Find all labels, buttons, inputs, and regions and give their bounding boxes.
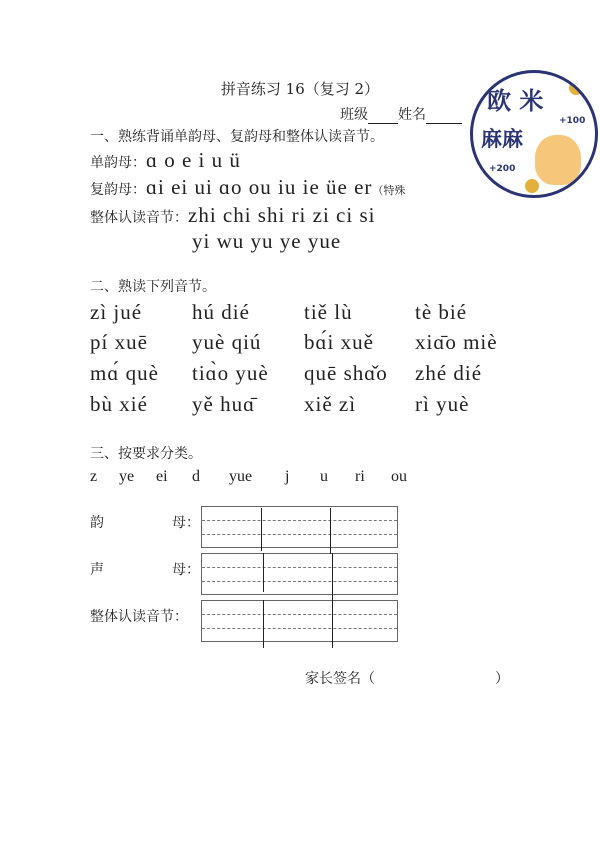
- stamp-line1: 欧 米: [487, 87, 544, 115]
- category-label-initials: 声 母：: [90, 562, 200, 578]
- section3-heading: 三、按要求分类。: [90, 446, 202, 462]
- divider: [261, 508, 262, 551]
- page-title: 拼音练习 16（复习 2）: [220, 80, 380, 98]
- simple-finals: ɑ o e i u ü: [146, 148, 241, 172]
- stamp-badge1: +100: [559, 116, 586, 126]
- compound-note: （特殊: [372, 184, 406, 197]
- parent-signature-field[interactable]: [380, 668, 490, 686]
- syllable-word: zhé dié: [415, 361, 483, 385]
- section2-heading: 二、熟读下列音节。: [90, 279, 216, 295]
- signature-close: ）: [495, 671, 509, 687]
- category-label-whole: 整体认读音节：: [90, 609, 188, 625]
- syllable-word: yuè qiú: [192, 330, 262, 354]
- compound-finals: ɑi ei ui ɑo ou iu ie üe er: [146, 175, 373, 199]
- classify-item: z: [90, 468, 98, 485]
- class-blank[interactable]: [368, 111, 398, 124]
- stamp-badge2: +200: [489, 164, 516, 174]
- classify-item: j: [285, 468, 290, 485]
- classify-item: yue: [229, 468, 253, 485]
- classify-item: d: [192, 468, 200, 485]
- syllable-word: xiě zì: [304, 392, 357, 416]
- divider: [330, 508, 331, 554]
- syllable-word: tiɑ̀o yuè: [192, 361, 269, 385]
- cat-illustration-icon: [535, 135, 581, 185]
- syllable-word: tiě lù: [304, 300, 353, 324]
- category-label-finals: 韵 母：: [90, 515, 200, 531]
- section1-heading: 一、熟练背诵单韵母、复韵母和整体认读音节。: [90, 129, 384, 145]
- coin-icon: [525, 179, 539, 193]
- syllable-word: hú dié: [192, 300, 250, 324]
- class-label: 班级: [340, 107, 368, 123]
- stamp-line2: 麻麻: [481, 127, 523, 151]
- compound-finals-label: 复韵母：: [90, 182, 146, 198]
- whole-syllables-line2: yi wu yu ye yue: [192, 229, 342, 253]
- name-blank[interactable]: [426, 111, 462, 124]
- syllable-word: tè bié: [415, 300, 468, 324]
- syllable-word: mɑ́ què: [90, 361, 159, 385]
- classify-item: ei: [156, 468, 168, 485]
- classify-item: u: [320, 468, 328, 485]
- coin-icon: [569, 81, 583, 95]
- divider: [332, 553, 333, 648]
- syllable-word: yě huɑ̄: [192, 392, 256, 416]
- answer-box-finals[interactable]: [201, 506, 398, 548]
- syllable-word: bɑ́i xuě: [304, 330, 374, 354]
- whole-syllables-label: 整体认读音节：: [90, 210, 188, 226]
- name-label: 姓名: [398, 107, 426, 123]
- classify-item: ou: [391, 468, 407, 485]
- divider: [263, 600, 264, 648]
- classify-item: ye: [119, 468, 135, 485]
- syllable-word: quē shɑ̌o: [304, 361, 388, 385]
- class-name-fields: [340, 104, 462, 124]
- syllable-word: bù xié: [90, 392, 148, 416]
- simple-finals-label: 单韵母：: [90, 155, 146, 171]
- whole-syllables-line1: zhi chi shi ri zi ci si: [188, 203, 376, 227]
- answer-box-whole[interactable]: [201, 600, 398, 642]
- divider: [263, 553, 264, 592]
- syllable-word: rì yuè: [415, 392, 470, 416]
- classify-item: ri: [355, 468, 365, 485]
- syllable-word: zì jué: [90, 300, 143, 324]
- syllable-word: pí xuē: [90, 330, 148, 354]
- syllable-word: xiɑ̄o miè: [415, 330, 498, 354]
- answer-box-initials[interactable]: [201, 553, 398, 595]
- stamp-logo: [470, 70, 598, 198]
- parent-signature-label: 家长签名（: [305, 671, 375, 687]
